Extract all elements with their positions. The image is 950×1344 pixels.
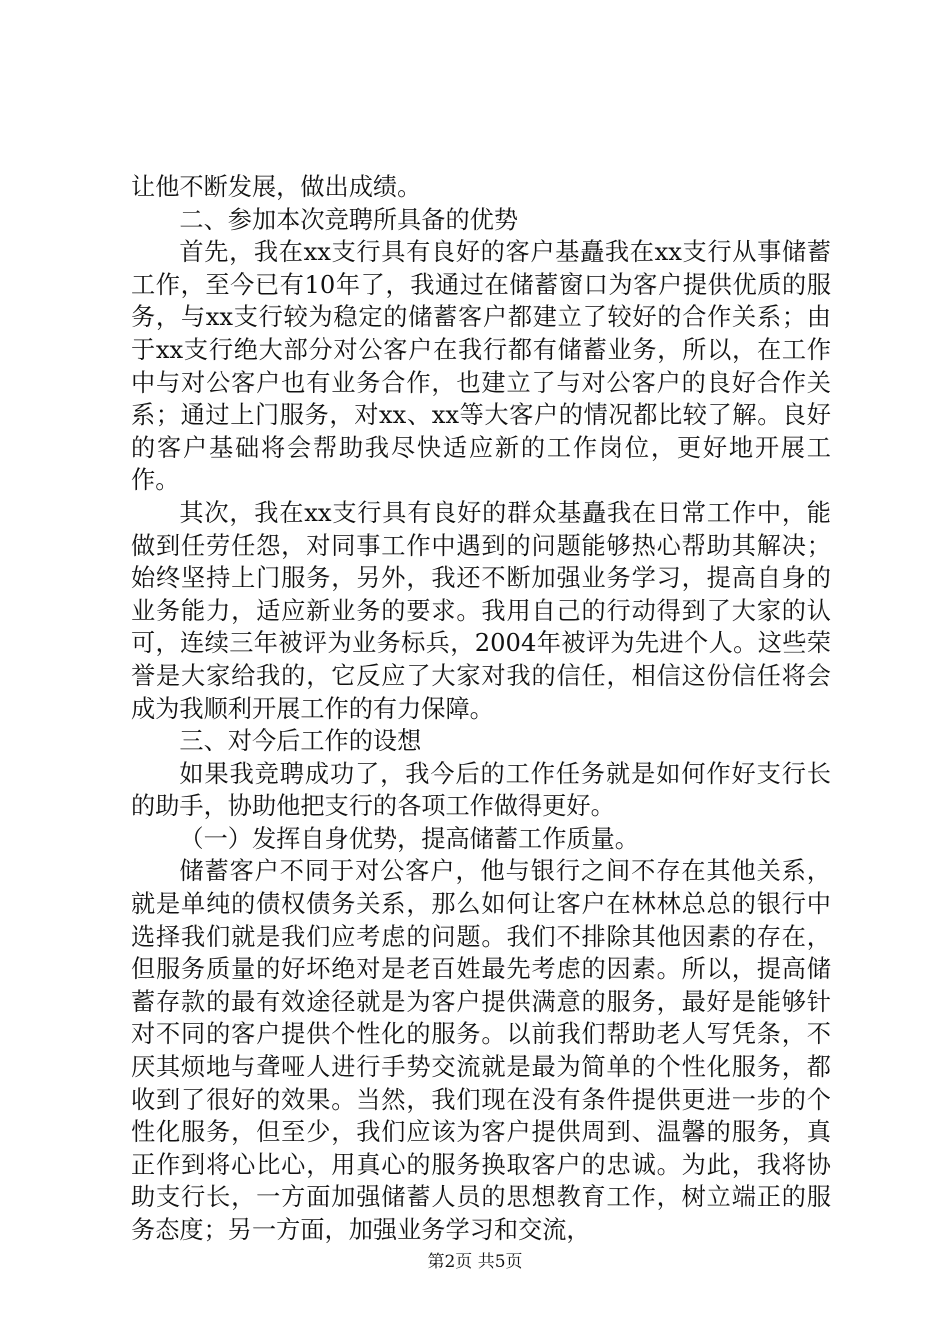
- page-number-footer: 第2页 共5页: [427, 1252, 523, 1272]
- paragraph: 储蓄客户不同于对公客户，他与银行之间不存在其他关系，就是单纯的债权债务关系，那么如何让客户在林林总总的银行中选择我们就是我们应考虑的问题。我们不排除其他因素的存在，但服务质量的好坏绝对是老百姓最先考虑的因素。所以，提高储蓄存款的最有效途径就是为客户提供满意的服务，最好是能够针对不同的客户提供个性化的服务。以前我们帮助老人写凭条，不厌其烦地与聋哑人进行手势交流就是最为简单的个性化服务，都收到了很好的效果。当然，我们现在没有条件提供更进一步的个性化服务，但至少，我们应该为客户提供周到、温馨的服务，真正作到将心比心，用真心的服务换取客户的忠诚。为此，我将协助支行长，一方面加强储蓄人员的思想教育工作，树立端正的服务态度；另一方面，加强业务学习和交流，: [131, 857, 831, 1244]
- section-heading: 三、对今后工作的设想: [179, 727, 422, 756]
- document-body: [131, 171, 831, 1247]
- paragraph: 如果我竞聘成功了，我今后的工作任务就是如何作好支行长的助手，协助他把支行的各项工作做得更好。: [131, 759, 831, 821]
- paragraph: 让他不断发展，做出成绩。: [131, 173, 422, 201]
- subsection-heading: （一）发挥自身优势，提高储蓄工作质量。: [179, 824, 639, 853]
- paragraph: 其次，我在xx支行具有良好的群众基矗我在日常工作中，能做到任劳任怨，对同事工作中遇到的问题能够热心帮助其解决；始终坚持上门服务，另外，我还不断加强业务学习，提高自身的业务能力，适应新业务的要求。我用自己的行动得到了大家的认可，连续三年被评为业务标兵，2004年被评为先进个人。这些荣誉是大家给我的，它反应了大家对我的信任，相信这份信任将会成为我顺利开展工作的有力保障。: [131, 498, 831, 723]
- paragraph: 首先，我在xx支行具有良好的客户基矗我在xx支行从事储蓄工作，至今已有10年了，我通过在储蓄窗口为客户提供优质的服务，与xx支行较为稳定的储蓄客户都建立了较好的合作关系；由于xx支行绝大部分对公客户在我行都有储蓄业务，所以，在工作中与对公客户也有业务合作，也建立了与对公客户的良好合作关系；通过上门服务，对xx、xx等大客户的情况都比较了解。良好的客户基础将会帮助我尽快适应新的工作岗位，更好地开展工作。: [131, 238, 831, 495]
- section-heading: 二、参加本次竞聘所具备的优势: [179, 205, 519, 234]
